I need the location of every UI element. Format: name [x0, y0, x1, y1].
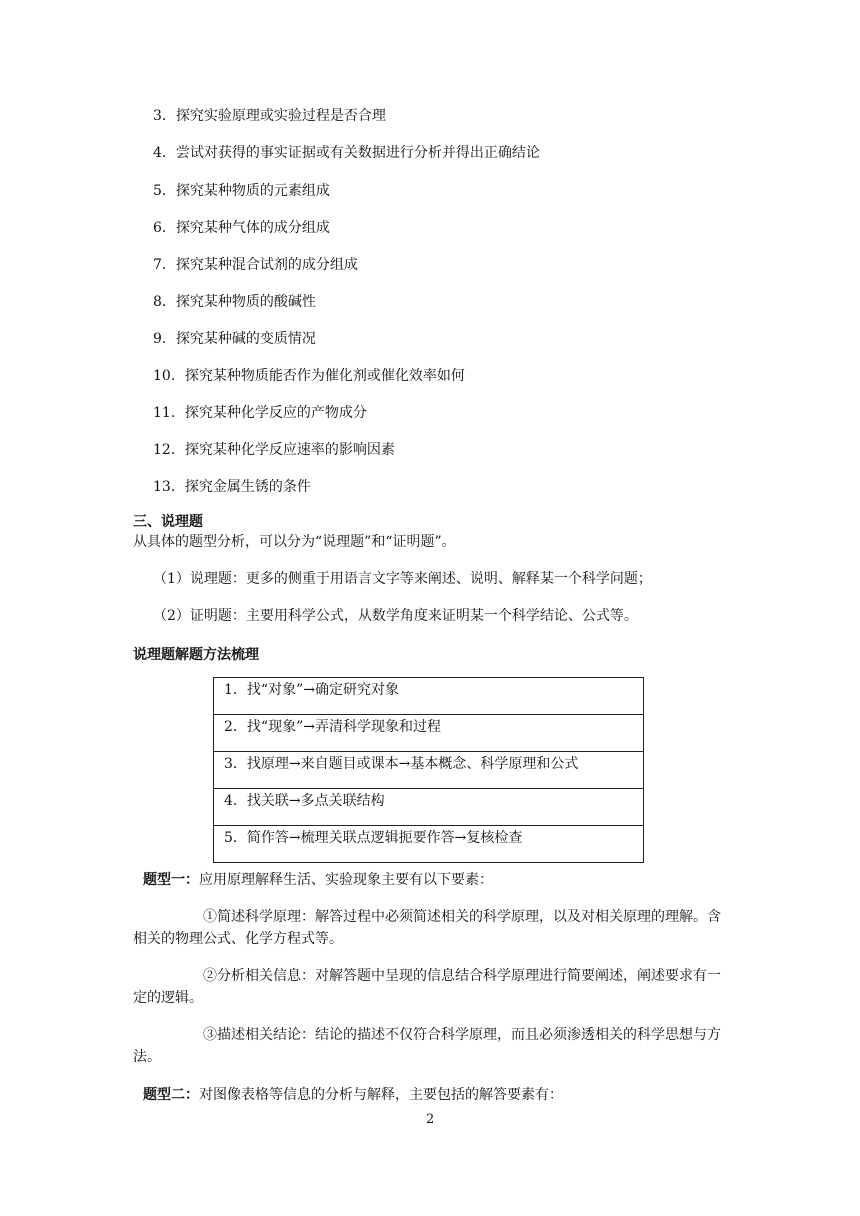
type1-label: 题型一：: [143, 872, 199, 888]
list-item: 13．探究金属生锈的条件: [153, 479, 311, 495]
paragraph-proof: （2）证明题：主要用科学公式，从数学角度来证明某一个科学结论、公式等。: [153, 608, 638, 624]
method-title: 说理题解题方法梳理: [133, 647, 259, 663]
list-item: 10．探究某种物质能否作为催化剂或催化效率如何: [153, 368, 465, 384]
section-heading: 三、说理题: [133, 514, 203, 530]
list-item: 8．探究某种物质的酸碱性: [153, 294, 316, 310]
type1-point-1: ①简述科学原理：解答过程中必须简述相关的科学原理，以及对相关原理的理解。含相关的物理公式、化学方程式等。: [133, 909, 721, 947]
list-item: 11．探究某种化学反应的产物成分: [153, 405, 367, 421]
table-cell: 5．简作答→梳理关联点逻辑扼要作答→复核检查: [214, 826, 644, 863]
list-item: 6．探究某种气体的成分组成: [153, 220, 330, 236]
page-number: 2: [426, 1112, 435, 1127]
table-row: [214, 826, 644, 863]
list-item: 5．探究某种物质的元素组成: [153, 183, 330, 199]
type1-text: 应用原理解释生活、实验现象主要有以下要素：: [199, 872, 493, 888]
table-cell: 1．找“对象”→确定研究对象: [214, 678, 644, 715]
list-item: 9．探究某种碱的变质情况: [153, 331, 316, 347]
type1-point-2: ②分析相关信息：对解答题中呈现的信息结合科学原理进行简要阐述，阐述要求有一定的逻辑。: [133, 968, 721, 1006]
section-intro: 从具体的题型分析，可以分为“说理题”和“证明题”。: [133, 534, 456, 550]
table-row: [214, 715, 644, 752]
type2-line: [143, 1085, 563, 1105]
table-cell: 3．找原理→来自题目或课本→基本概念、科学原理和公式: [214, 752, 644, 789]
list-item: 12．探究某种化学反应速率的影响因素: [153, 442, 395, 458]
list-item: 4．尝试对获得的事实证据或有关数据进行分析并得出正确结论: [153, 145, 540, 161]
table-row: [214, 789, 644, 826]
method-table: [213, 677, 644, 863]
table-cell: 2．找“现象”→弄清科学现象和过程: [214, 715, 644, 752]
table-row: [214, 678, 644, 715]
list-item: 3．探究实验原理或实验过程是否合理: [153, 108, 386, 124]
type1-point-3: ③描述相关结论：结论的描述不仅符合科学原理，而且必须渗透相关的科学思想与方法。: [133, 1027, 721, 1065]
list-item: 7．探究某种混合试剂的成分组成: [153, 257, 358, 273]
paragraph-reasoning: （1）说理题：更多的侧重于用语言文字等来阐述、说明、解释某一个科学问题；: [153, 571, 652, 587]
type2-text: 对图像表格等信息的分析与解释，主要包括的解答要素有：: [199, 1087, 563, 1103]
table-row: [214, 752, 644, 789]
type1-line: [143, 870, 493, 890]
table-cell: 4．找关联→多点关联结构: [214, 789, 644, 826]
type2-label: 题型二：: [143, 1087, 199, 1103]
